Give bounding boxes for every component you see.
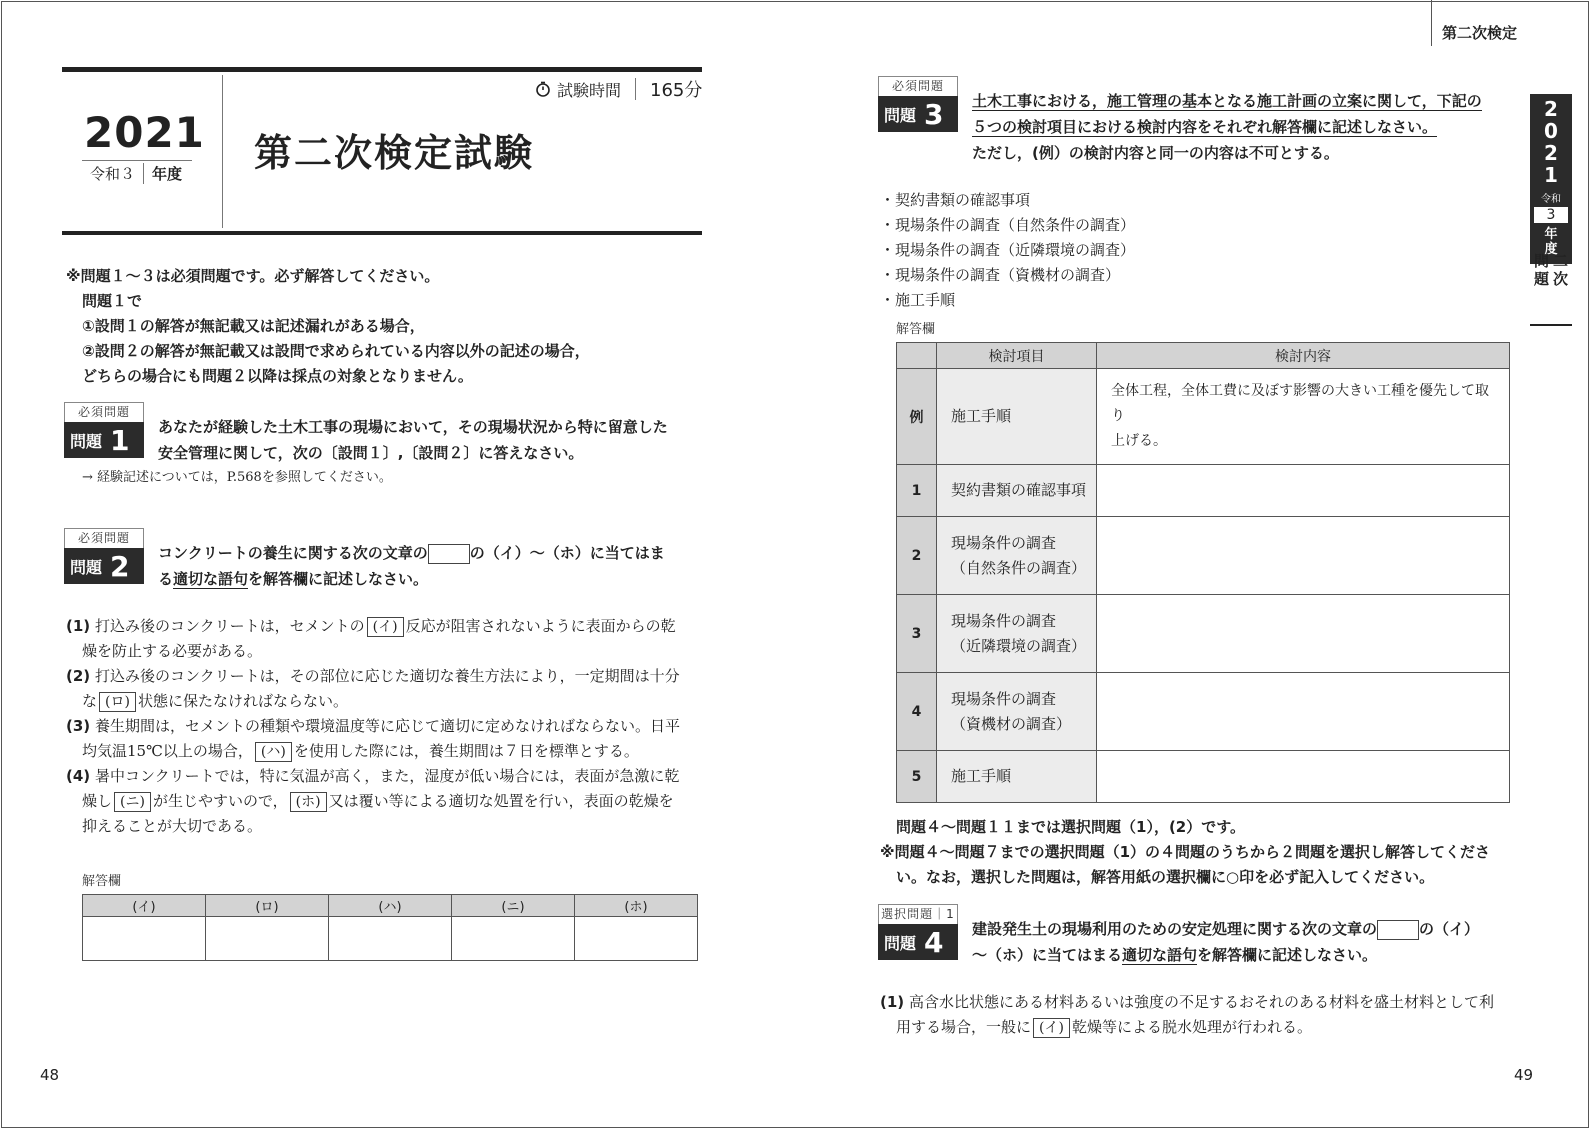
item-text: 打込み後のコンクリートは，その部位に応じた適切な養生方法により，一定期間は十分 <box>94 667 680 685</box>
stopwatch-icon <box>535 81 551 97</box>
row-index: 3 <box>897 595 937 673</box>
row-index: 4 <box>897 673 937 751</box>
q3-bullets <box>880 188 1135 313</box>
item-text: 乾燥等による脱水処理が行われる。 <box>1071 1018 1312 1036</box>
item-text: 燥し <box>82 792 113 810</box>
badge-num: 3 <box>924 97 944 131</box>
q4-text: 建設発生土の現場利用のための安定処理に関する次の文章の <box>972 920 1378 938</box>
answer-box: (ハ) <box>255 742 292 762</box>
item-text: が生じやすいので， <box>152 792 288 810</box>
question-2-text <box>158 540 665 592</box>
plan-row <box>897 751 1510 803</box>
q3-plan-table <box>896 342 1510 803</box>
answer-label: 解答欄 <box>82 874 122 889</box>
answer-header: (イ) <box>83 895 206 917</box>
item-text: 高含水比状態にある材料あるいは強度の不足するおそれのある材料を盛土材料として利 <box>908 993 1494 1011</box>
answer-cell[interactable] <box>452 917 575 961</box>
notice-line: どちらの場合にも問題２以降は採点の対象となりません。 <box>82 367 473 385</box>
exam-time <box>535 76 702 102</box>
row-content <box>1097 369 1510 465</box>
plan-row <box>897 465 1510 517</box>
q2-item-3 <box>66 714 696 764</box>
bullet-item: ・現場条件の調査（自然条件の調査） <box>880 216 1136 234</box>
badge-label: 必須問題 <box>64 528 144 548</box>
question-3-text <box>972 88 1482 166</box>
item-num: (4) <box>66 767 91 785</box>
q4-underlined: 適切な語句 <box>1122 946 1198 964</box>
page-number-right: 49 <box>1514 1066 1534 1084</box>
row-item-line: （近隣環境の調査） <box>951 636 1087 655</box>
q2-text: を解答欄に記述しなさい。 <box>248 570 429 588</box>
item-text: な <box>82 692 98 710</box>
item-text: 燥を防止する必要がある。 <box>82 642 263 660</box>
row-index: 1 <box>897 465 937 517</box>
item-text: 状態に保たなければならない。 <box>137 692 348 710</box>
q2-item-2 <box>66 664 696 714</box>
row-item-line: （自然条件の調査） <box>951 558 1087 577</box>
q4-text: を解答欄に記述しなさい。 <box>1197 946 1378 964</box>
side-year: 2021 <box>1544 97 1558 187</box>
era-label: 令和３ <box>82 163 144 184</box>
plan-row <box>897 517 1510 595</box>
row-item-line: 施工手順 <box>951 407 1012 425</box>
q2-answer-table <box>82 894 698 961</box>
select-line: ※問題４〜問題７までの選択問題（1）の４問題のうちから２問題を選択し解答してくださ <box>880 843 1491 861</box>
plan-header: 検討内容 <box>1097 343 1510 369</box>
plan-row <box>897 673 1510 751</box>
answer-header: (ハ) <box>329 895 452 917</box>
select-notice <box>880 815 1490 890</box>
question-badge-4 <box>878 904 958 960</box>
select-line: い。なお，選択した問題は，解答用紙の選択欄に○印を必ず記入してください。 <box>896 868 1435 886</box>
row-item <box>937 595 1097 673</box>
nendo-label: 年度 <box>152 165 183 183</box>
badge-num: 2 <box>110 549 130 583</box>
row-item <box>937 517 1097 595</box>
era-row <box>82 160 192 186</box>
plan-header: 検討項目 <box>937 343 1097 369</box>
exam-title: 第二次検定試験 <box>254 131 535 175</box>
q2-items <box>66 614 696 839</box>
item-text: を使用した際には，養生期間は７日を標準とする。 <box>293 742 639 760</box>
row-item <box>937 751 1097 803</box>
exam-year: 2021 <box>84 108 205 157</box>
answer-box: (ロ) <box>99 692 136 712</box>
time-label: 試験時間 <box>557 80 622 100</box>
badge-label: 選択問題｜1 <box>878 904 958 924</box>
section-tab-title: 第二次検定 <box>1442 24 1518 42</box>
answer-cell[interactable] <box>329 917 452 961</box>
item-num: (3) <box>66 717 91 735</box>
side-niji: 二次 <box>1553 252 1569 288</box>
item-text: 用する場合，一般に <box>896 1018 1032 1036</box>
answer-box: (ニ) <box>114 792 151 812</box>
row-item-line: 施工手順 <box>951 767 1012 785</box>
side-era: 令和 <box>1541 194 1561 205</box>
q2-underlined: 適切な語句 <box>173 570 249 588</box>
side-q: 問題 <box>1534 252 1550 288</box>
badge-q: 問題 <box>70 557 103 577</box>
q2-text: の（イ）〜（ホ）に当てはま <box>469 544 665 562</box>
item-text: 暑中コンクリートでは，特に気温が高く，また，湿度が低い場合には，表面が急激に乾 <box>94 767 680 785</box>
tab-divider <box>1431 0 1432 46</box>
row-item-line: 契約書類の確認事項 <box>951 481 1087 499</box>
answer-header: (ニ) <box>452 895 575 917</box>
row-index: 5 <box>897 751 937 803</box>
question-1-text <box>158 414 668 466</box>
q4-item-1 <box>880 990 1510 1040</box>
row-index: 2 <box>897 517 937 595</box>
item-text: 又は覆い等による適切な処置を行い，表面の乾燥を <box>328 792 674 810</box>
item-text: 養生期間は，セメントの種類や環境温度等に応じて適切に定めなければならない。日平 <box>94 717 680 735</box>
badge-label: 必須問題 <box>878 76 958 96</box>
q4-text: 〜（ホ）に当てはまる <box>972 946 1123 964</box>
item-num: (2) <box>66 667 91 685</box>
side-year-tab <box>1530 94 1572 264</box>
item-text: 均気温15℃以上の場合， <box>82 742 253 760</box>
time-separator <box>635 78 636 100</box>
blank-box <box>1377 920 1419 940</box>
row-content-line: 全体工程，全体工費に及ぼす影響の大きい工種を優先して取り <box>1111 383 1489 424</box>
q2-text: る <box>158 570 174 588</box>
row-content[interactable] <box>1097 595 1510 673</box>
row-item-line: 現場条件の調査 <box>951 611 1057 630</box>
notice-line: ※問題１〜３は必須問題です。必ず解答してください。 <box>66 267 440 285</box>
question-badge-1 <box>64 402 144 458</box>
mandatory-notice <box>66 264 590 389</box>
answer-box: (イ) <box>1033 1018 1070 1038</box>
q3-line: ただし，(例）の検討内容と同一の内容は不可とする。 <box>972 144 1339 162</box>
plan-header-blank <box>897 343 937 369</box>
item-text: 反応が阻害されないように表面からの乾 <box>405 617 676 635</box>
row-content[interactable] <box>1097 517 1510 595</box>
badge-q: 問題 <box>70 431 103 451</box>
notice-line: ①設問１の解答が無記載又は記述漏れがある場合， <box>82 317 425 335</box>
row-item <box>937 465 1097 517</box>
row-content[interactable] <box>1097 751 1510 803</box>
answer-box: (イ) <box>367 617 404 637</box>
time-value: 165分 <box>650 80 703 101</box>
row-item <box>937 369 1097 465</box>
badge-num: 1 <box>110 423 130 457</box>
question-4-text <box>972 916 1479 968</box>
badge-label: 必須問題 <box>64 402 144 422</box>
row-content[interactable] <box>1097 673 1510 751</box>
row-index: 例 <box>897 369 937 465</box>
q4-text: の（イ） <box>1419 920 1480 938</box>
q1-line: 安全管理に関して，次の〔設問１〕,〔設問２〕に答えなさい。 <box>158 444 584 462</box>
bullet-item: ・施工手順 <box>880 291 956 309</box>
q2-item-1 <box>66 614 696 664</box>
notice-line: ②設問２の解答が無記載又は設問で求められている内容以外の記述の場合， <box>82 342 590 360</box>
item-text: 打込み後のコンクリートは，セメントの <box>94 617 365 635</box>
q3-line: 土木工事における，施工管理の基本となる施工計画の立案に関して，下記の <box>972 92 1482 110</box>
bullet-item: ・現場条件の調査（資機材の調査） <box>880 266 1121 284</box>
badge-q: 問題 <box>884 933 917 953</box>
q3-answer-label: 解答欄 <box>896 322 936 337</box>
row-item-line: （資機材の調査） <box>951 714 1072 733</box>
q1-note: → 経験記述については，P.568を参照してください。 <box>82 470 392 485</box>
q2-item-4 <box>66 764 696 839</box>
bullet-item: ・現場条件の調査（近隣環境の調査） <box>880 241 1136 259</box>
blank-box <box>428 544 470 564</box>
row-content[interactable] <box>1097 465 1510 517</box>
q1-line: あなたが経験した土木工事の現場において，その現場状況から特に留意した <box>158 418 668 436</box>
side-nendo: 年度 <box>1544 227 1558 257</box>
item-text: 抑えることが大切である。 <box>82 817 263 835</box>
side-question-tab <box>1530 252 1572 326</box>
answer-box: (ホ) <box>290 792 327 812</box>
q2-text: コンクリートの養生に関する次の文章の <box>158 544 428 562</box>
q3-line: ５つの検討項目における検討内容をそれぞれ解答欄に記述しなさい。 <box>972 118 1438 136</box>
answer-header: (ホ) <box>575 895 698 917</box>
notice-line: 問題１で <box>82 292 143 310</box>
answer-cell[interactable] <box>575 917 698 961</box>
side-era-num: 3 <box>1534 207 1568 223</box>
badge-num: 4 <box>924 925 944 959</box>
bullet-item: ・契約書類の確認事項 <box>880 191 1031 209</box>
page-number-left: 48 <box>40 1066 60 1084</box>
header-top-rule <box>62 67 702 72</box>
plan-row <box>897 369 1510 465</box>
header-bottom-rule <box>62 231 702 235</box>
row-item-line: 現場条件の調査 <box>951 533 1057 552</box>
badge-q: 問題 <box>884 105 917 125</box>
question-badge-3 <box>878 76 958 132</box>
row-content-line: 上げる。 <box>1111 433 1167 449</box>
plan-row <box>897 595 1510 673</box>
answer-cell[interactable] <box>206 917 329 961</box>
answer-header: (ロ) <box>206 895 329 917</box>
item-num: (1) <box>66 617 91 635</box>
item-num: (1) <box>880 993 905 1011</box>
row-item <box>937 673 1097 751</box>
header-divider <box>222 75 223 228</box>
answer-cell[interactable] <box>83 917 206 961</box>
question-badge-2 <box>64 528 144 584</box>
row-item-line: 現場条件の調査 <box>951 689 1057 708</box>
select-line: 問題４〜問題１１までは選択問題（1），(2）です。 <box>896 818 1246 836</box>
